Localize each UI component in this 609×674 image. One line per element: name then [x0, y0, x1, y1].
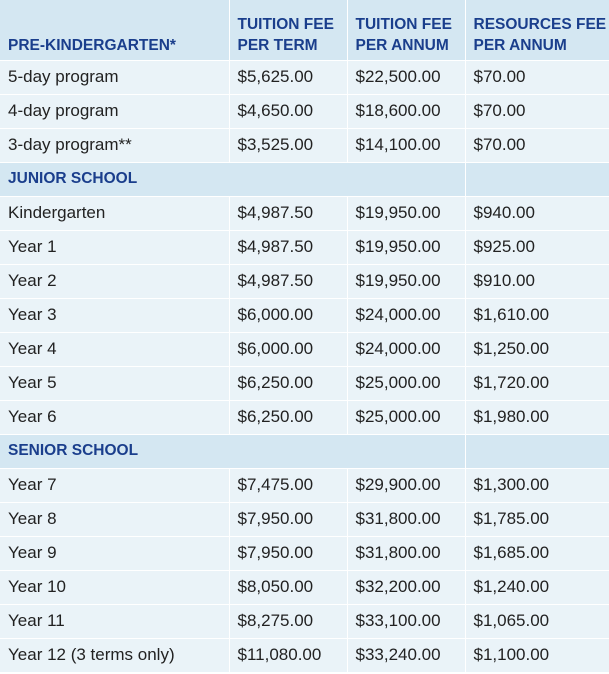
header-resources-per-annum: [465, 0, 609, 60]
annum-fee-cell: $33,240.00: [347, 638, 465, 672]
table-row: [0, 366, 609, 400]
program-cell: Year 1: [0, 230, 229, 264]
annum-fee-cell: $19,950.00: [347, 196, 465, 230]
table-row: [0, 94, 609, 128]
term-fee-cell: $7,950.00: [229, 502, 347, 536]
resources-fee-cell: $940.00: [465, 196, 609, 230]
annum-fee-cell: $29,900.00: [347, 468, 465, 502]
table-row: [0, 536, 609, 570]
program-cell: Year 2: [0, 264, 229, 298]
header-resources-per-annum-line1: RESOURCES FEE: [473, 15, 607, 33]
program-cell: Kindergarten: [0, 196, 229, 230]
term-fee-cell: $6,250.00: [229, 400, 347, 434]
header-pre-kindergarten: PRE-KINDERGARTEN*: [0, 0, 229, 60]
resources-fee-cell: $1,065.00: [465, 604, 609, 638]
annum-fee-cell: $33,100.00: [347, 604, 465, 638]
resources-fee-cell: $70.00: [465, 94, 609, 128]
header-tuition-per-term: [229, 0, 347, 60]
resources-fee-cell: $1,300.00: [465, 468, 609, 502]
resources-fee-cell: $1,100.00: [465, 638, 609, 672]
table-row: [0, 638, 609, 672]
term-fee-cell: $4,987.50: [229, 264, 347, 298]
annum-fee-cell: $32,200.00: [347, 570, 465, 604]
annum-fee-cell: $31,800.00: [347, 502, 465, 536]
table-row: [0, 298, 609, 332]
program-cell: 3-day program**: [0, 128, 229, 162]
term-fee-cell: $11,080.00: [229, 638, 347, 672]
resources-fee-cell: $910.00: [465, 264, 609, 298]
table-row: [0, 60, 609, 94]
program-cell: Year 6: [0, 400, 229, 434]
term-fee-cell: $6,000.00: [229, 298, 347, 332]
term-fee-cell: $7,950.00: [229, 536, 347, 570]
resources-fee-cell: $925.00: [465, 230, 609, 264]
program-cell: Year 10: [0, 570, 229, 604]
term-fee-cell: $6,250.00: [229, 366, 347, 400]
term-fee-cell: $7,475.00: [229, 468, 347, 502]
header-tuition-per-annum-line1: TUITION FEE: [355, 15, 452, 33]
section-title: SENIOR SCHOOL: [0, 434, 465, 468]
table-row: [0, 230, 609, 264]
annum-fee-cell: $18,600.00: [347, 94, 465, 128]
resources-fee-cell: $1,720.00: [465, 366, 609, 400]
term-fee-cell: $4,987.50: [229, 196, 347, 230]
header-tuition-per-term-line2: PER TERM: [237, 36, 318, 54]
term-fee-cell: $4,650.00: [229, 94, 347, 128]
table-row: [0, 502, 609, 536]
program-cell: 4-day program: [0, 94, 229, 128]
resources-fee-cell: $1,250.00: [465, 332, 609, 366]
program-cell: Year 5: [0, 366, 229, 400]
table-row: [0, 400, 609, 434]
annum-fee-cell: $14,100.00: [347, 128, 465, 162]
section-empty-cell: [465, 434, 609, 468]
resources-fee-cell: $1,610.00: [465, 298, 609, 332]
resources-fee-cell: $70.00: [465, 60, 609, 94]
resources-fee-cell: $70.00: [465, 128, 609, 162]
annum-fee-cell: $19,950.00: [347, 264, 465, 298]
table-row: [0, 196, 609, 230]
table-row: [0, 604, 609, 638]
header-tuition-per-annum: [347, 0, 465, 60]
annum-fee-cell: $24,000.00: [347, 332, 465, 366]
table-row: [0, 128, 609, 162]
header-resources-per-annum-line2: PER ANNUM: [473, 36, 567, 54]
annum-fee-cell: $19,950.00: [347, 230, 465, 264]
header-tuition-per-annum-line2: PER ANNUM: [355, 36, 449, 54]
section-empty-cell: [465, 162, 609, 196]
resources-fee-cell: $1,785.00: [465, 502, 609, 536]
table-row: [0, 264, 609, 298]
annum-fee-cell: $22,500.00: [347, 60, 465, 94]
program-cell: Year 9: [0, 536, 229, 570]
program-cell: Year 8: [0, 502, 229, 536]
program-cell: Year 7: [0, 468, 229, 502]
term-fee-cell: $3,525.00: [229, 128, 347, 162]
program-cell: Year 3: [0, 298, 229, 332]
header-row: [0, 0, 609, 60]
resources-fee-cell: $1,685.00: [465, 536, 609, 570]
annum-fee-cell: $31,800.00: [347, 536, 465, 570]
table-row: [0, 468, 609, 502]
program-cell: Year 11: [0, 604, 229, 638]
header-tuition-per-term-line1: TUITION FEE: [237, 15, 334, 33]
term-fee-cell: $8,050.00: [229, 570, 347, 604]
term-fee-cell: $4,987.50: [229, 230, 347, 264]
term-fee-cell: $6,000.00: [229, 332, 347, 366]
resources-fee-cell: $1,240.00: [465, 570, 609, 604]
section-title: JUNIOR SCHOOL: [0, 162, 465, 196]
term-fee-cell: $5,625.00: [229, 60, 347, 94]
program-cell: 5-day program: [0, 60, 229, 94]
section-row-junior-school: [0, 162, 609, 196]
resources-fee-cell: $1,980.00: [465, 400, 609, 434]
annum-fee-cell: $25,000.00: [347, 400, 465, 434]
program-cell: Year 4: [0, 332, 229, 366]
table-row: [0, 570, 609, 604]
annum-fee-cell: $24,000.00: [347, 298, 465, 332]
section-row-senior-school: [0, 434, 609, 468]
term-fee-cell: $8,275.00: [229, 604, 347, 638]
table-row: [0, 332, 609, 366]
annum-fee-cell: $25,000.00: [347, 366, 465, 400]
program-cell: Year 12 (3 terms only): [0, 638, 229, 672]
